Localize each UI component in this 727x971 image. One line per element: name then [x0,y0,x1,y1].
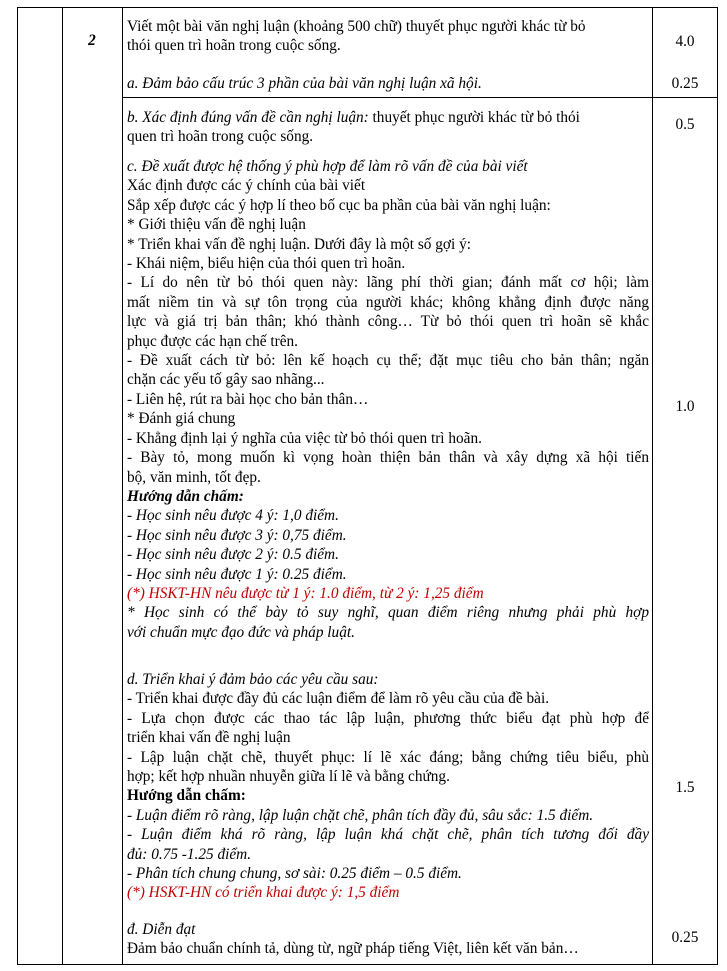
part-c-line: - Đề xuất cách từ bỏ: lên kế hoạch cụ thể; đặt mục tiêu cho bản thân; ngăn [127,352,649,370]
task-score: 4.0 [675,33,695,50]
part-a-text: a. Đảm bảo cấu trúc 3 phần của bài văn nghị luận xã hội. [127,75,482,92]
part-c-red-note: (*) HSKT-HN nêu được từ 1 ý: 1.0 điểm, từ 2 ý: 1,25 điểm [127,584,484,602]
part-d-guide-title: Hướng dẫn chấm: [127,787,246,805]
part-c-line: lực và giá trị bản thân; khó thành công… Từ bỏ thói quen trì hoãn sẽ khắc [127,313,649,331]
part-c-line: mất niềm tin và sự tôn trọng của người khác; không khẳng định được năng [127,293,649,311]
part-b-score: 0.5 [675,116,695,133]
part-dd-block [127,920,649,959]
column-divider-2 [122,7,123,965]
task-text [127,17,649,56]
part-d-line: hợp; kết hợp nhuần nhuyễn giữa lí lẽ và bằng chứng. [127,768,450,786]
part-c-line: chặn các yếu tố gây sao nhãng... [127,371,325,389]
part-c-line: - Khẳng định lại ý nghĩa của việc từ bỏ thói quen trì hoãn. [127,429,482,447]
part-d-guide-line: - Phân tích chung chung, sơ sài: 0.25 điểm – 0.5 điểm. [127,865,462,883]
part-d-guide-line: - Luận điểm rõ ràng, lập luận chặt chẽ, phân tích đầy đủ, sâu sắc: 1.5 điểm. [127,806,594,824]
part-b-line-1: thuyết phục người khác từ bỏ thói [368,109,580,126]
part-d-block [127,670,649,903]
question-number: 2 [88,32,96,49]
part-dd-heading: đ. Diễn đạt [127,921,196,938]
part-d-line: - Lập luận chặt chẽ, thuyết phục: lí lẽ xác đáng; bằng chứng tiêu biểu, phù [127,748,649,766]
table-border-right [717,7,718,965]
part-d-score: 1.5 [675,779,695,796]
part-c-line: - Bày tỏ, mong muốn kì vọng hoàn thiện bản thân và xây dựng xã hội tiến [127,449,649,467]
part-c-line: * Đánh giá chung [127,410,236,428]
part-c-line: bộ, văn minh, tốt đẹp. [127,468,261,486]
column-divider-1 [62,7,63,965]
part-c-block [127,157,649,642]
part-c-heading: c. Đề xuất được hệ thống ý phù hợp để làm rõ vấn đề của bài viết [127,158,528,175]
part-c-guide-line: - Học sinh nêu được 2 ý: 0.5 điểm. [127,546,339,564]
part-d-red-note: (*) HSKT-HN có triển khai được ý: 1,5 điểm [127,884,400,902]
part-c-line: * Triển khai vấn đề nghị luận. Dưới đây là một số gợi ý: [127,235,471,253]
part-c-guide-line: - Học sinh nêu được 3 ý: 0,75 điểm. [127,526,347,544]
part-c-line: - Liên hệ, rút ra bài học cho bản thân… [127,390,369,408]
part-c-note-line-2: với chuẩn mực đạo đức và pháp luật. [127,623,355,641]
part-b-label: b. Xác định đúng vấn đề cần nghị luận: [127,109,369,126]
row-divider-after-a [122,97,718,98]
part-c-line: - Khái niệm, biểu hiện của thói quen trì hoãn. [127,255,406,273]
part-c-guide-line: - Học sinh nêu được 1 ý: 0.25 điểm. [127,565,347,583]
column-divider-3 [652,7,653,965]
part-c-note-line-1: * Học sinh có thể bày tỏ suy nghĩ, quan điểm riêng nhưng phải phù hợp [127,604,649,622]
part-c-line: * Giới thiệu vấn đề nghị luận [127,216,306,234]
task-line-2: thói quen trì hoãn trong cuộc sống. [127,37,341,55]
part-b-text [127,108,649,147]
part-d-guide-line: - Luận điểm khá rõ ràng, lập luận khá chặt chẽ, phân tích tương đối đầy [127,826,649,844]
part-c-line: - Lí do nên từ bỏ thói quen này: lãng phí thời gian; đánh mất cơ hội; làm [127,274,649,292]
part-a-score: 0.25 [671,75,699,92]
task-line-1: Viết một bài văn nghị luận (khoảng 500 chữ) thuyết phục người khác từ bỏ [127,18,586,35]
part-c-score: 1.0 [675,398,695,415]
part-c-guide-title: Hướng dẫn chấm: [127,487,244,505]
part-c-guide-line: - Học sinh nêu được 4 ý: 1,0 điểm. [127,507,339,525]
part-d-line: triển khai vấn đề nghị luận [127,729,291,747]
part-c-line: Xác định được các ý chính của bài viết [127,177,366,195]
part-d-guide-line: đủ: 0.75 -1.25 điểm. [127,845,252,863]
part-b-line-2: quen trì hoãn trong cuộc sống. [127,128,314,146]
part-d-line: - Triển khai được đầy đủ các luận điểm để làm rõ yêu cầu của đề bài. [127,690,550,708]
part-d-line: - Lựa chọn được các thao tác lập luận, phương thức biểu đạt phù hợp để [127,709,649,727]
part-c-line: Sắp xếp được các ý hợp lí theo bố cục ba phần của bài văn nghị luận: [127,196,551,214]
part-dd-score: 0.25 [671,929,699,946]
part-d-heading: d. Triển khai ý đảm bảo các yêu cầu sau: [127,671,379,688]
table-border-left [17,7,18,965]
part-dd-line: Đảm bảo chuẩn chính tả, dùng từ, ngữ pháp tiếng Việt, liên kết văn bản… [127,940,579,958]
part-c-line: phục được các hạn chế trên. [127,332,298,350]
